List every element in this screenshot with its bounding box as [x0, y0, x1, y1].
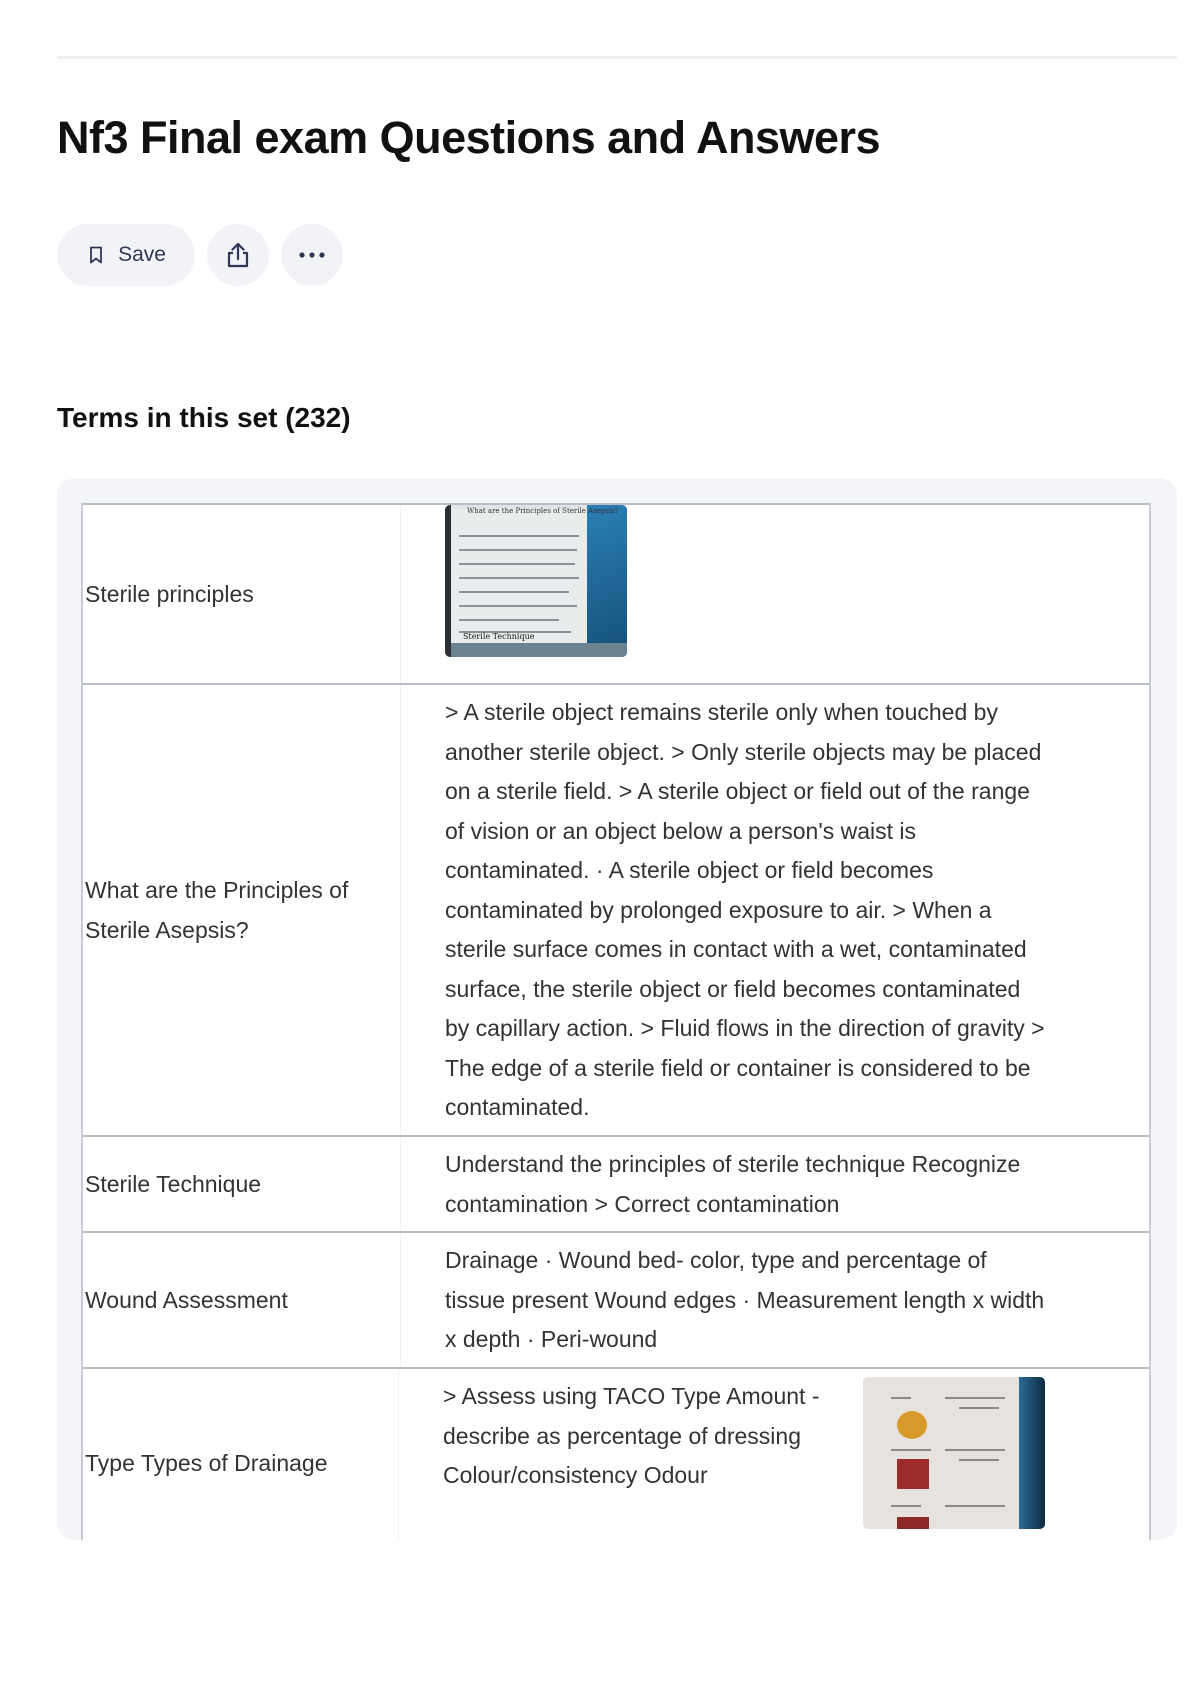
- table-row: [83, 683, 1149, 1135]
- table-row: [83, 503, 1149, 683]
- table-row: [83, 1135, 1149, 1231]
- table-row: [83, 1231, 1149, 1367]
- definition-text: > Assess using TACO Type Amount - describe as percentage of dressing Colour/consistency Odour: [443, 1383, 820, 1488]
- definition-text: Drainage · Wound bed- color, type and percentage of tissue present Wound edges · Measurement length x width x depth · Peri-wound: [445, 1247, 1045, 1352]
- terms-table-container: [57, 478, 1177, 1540]
- page-title: Nf3 Final exam Questions and Answers: [57, 112, 881, 163]
- more-options-button[interactable]: [281, 224, 343, 286]
- definition-cell: [401, 1137, 1149, 1231]
- definition-cell: [401, 685, 1149, 1135]
- definition-cell: [401, 1233, 1149, 1367]
- term-cell: Wound Assessment: [83, 1233, 401, 1367]
- image-slide-title: What are the Principles of Sterile Asepsis?: [467, 507, 619, 515]
- action-bar: [57, 224, 343, 286]
- term-cell: What are the Principles of Sterile Asepsis?: [83, 685, 401, 1135]
- top-divider: [57, 56, 1177, 59]
- term-cell: Type Types of Drainage: [83, 1369, 399, 1540]
- definition-text: Understand the principles of sterile technique Recognize contamination > Correct contamination: [445, 1151, 1021, 1217]
- save-label: Save: [118, 243, 166, 266]
- share-button[interactable]: [207, 224, 269, 286]
- terms-heading: Terms in this set (232): [57, 402, 351, 433]
- definition-cell: [399, 1369, 1149, 1540]
- save-button[interactable]: [57, 224, 195, 286]
- terms-table: [81, 503, 1151, 1540]
- definition-image[interactable]: [863, 1377, 1045, 1529]
- bookmark-icon: [86, 245, 106, 265]
- definition-image[interactable]: [445, 505, 627, 657]
- term-cell: Sterile principles: [83, 505, 401, 683]
- definition-cell: [401, 505, 1149, 683]
- definition-text: > A sterile object remains sterile only when touched by another sterile object. > Only sterile objects may be placed on a sterile field. > A sterile object or field out of the range of vision or an object below a person's waist is contaminated. · A sterile object or field becomes contaminated by prolonged exposure to air. > When a sterile surface comes in contact with a wet, contaminated surface, the sterile object or field becomes contaminated by capillary action. > Fluid flows in the direction of gravity > The edge of a sterile field or container is considered to be contaminated.: [445, 699, 1045, 1120]
- more-icon: [298, 251, 326, 259]
- term-cell: Sterile Technique: [83, 1137, 401, 1231]
- image-slide-footer: Sterile Technique: [463, 631, 535, 641]
- share-icon: [225, 241, 251, 269]
- table-row: [83, 1367, 1149, 1540]
